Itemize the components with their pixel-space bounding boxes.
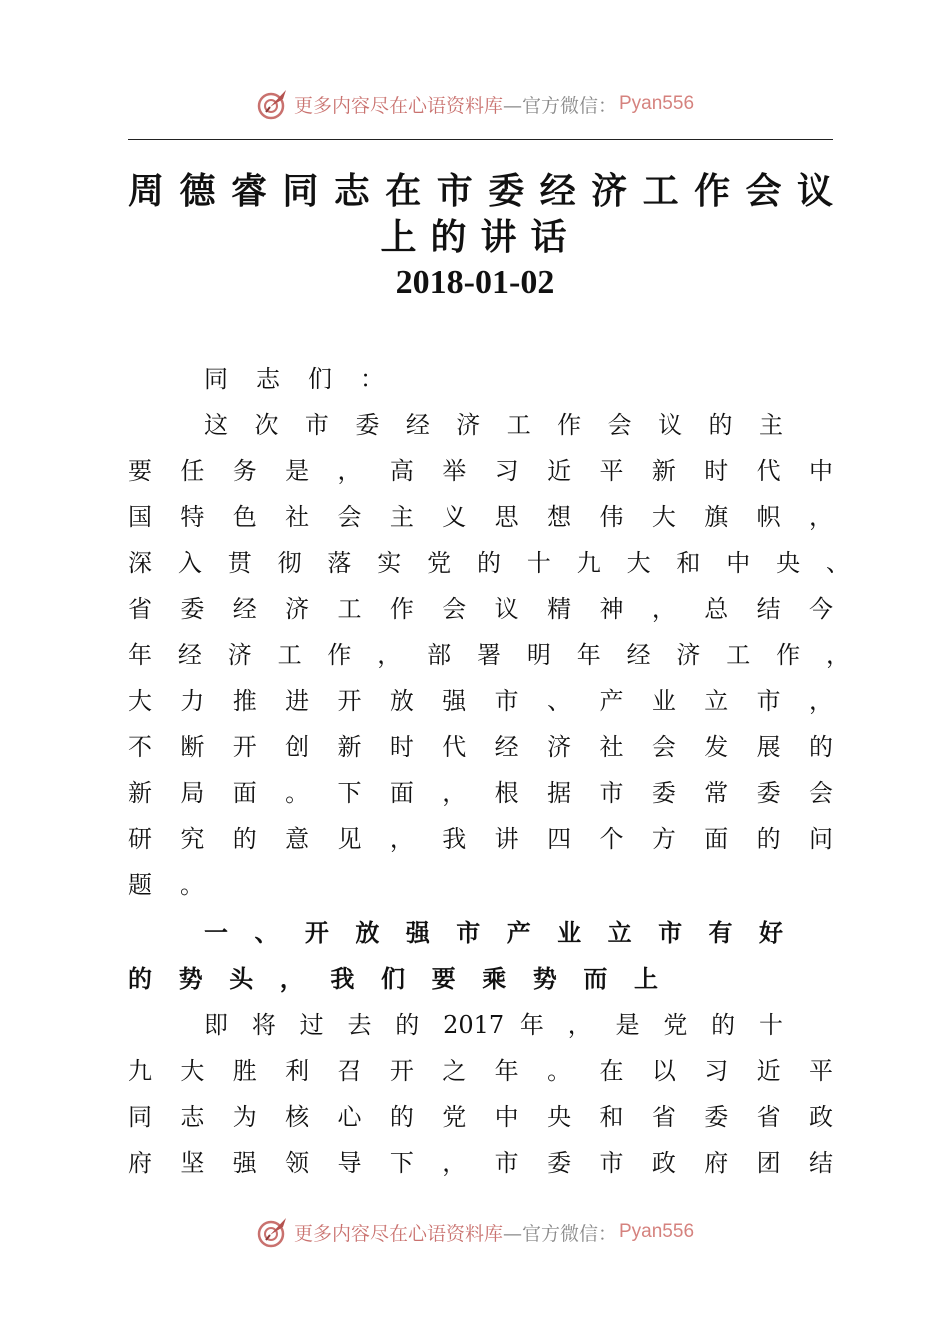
paragraph-line: 题。	[128, 871, 232, 899]
paragraph-line: 这 次 市 委 经 济 工 作 会 议 的 主	[204, 411, 783, 439]
paragraph-line: 研 究 的 意 见 ， 我 讲 四 个 方 面 的 问	[128, 825, 833, 853]
header-divider	[128, 139, 833, 140]
document-date: 2018-01-02	[395, 264, 555, 301]
paragraph-line: 即 将 过 去 的 2017 年 ， 是 党 的 十	[204, 1011, 783, 1039]
watermark-text: 更多内容尽在心语资料库	[293, 94, 503, 117]
paragraph-line: 要 任 务 是 ， 高 举 习 近 平 新 时 代 中	[128, 457, 833, 485]
document-title-line-2: 上的讲话	[380, 216, 581, 258]
watermark-wechat-id: Pyan556	[619, 1221, 695, 1242]
section-heading-line: 一 、 开 放 强 市 产 业 立 市 有 好	[204, 918, 783, 947]
paragraph-line: 九 大 胜 利 召 开 之 年 。 在 以 习 近 平	[128, 1057, 833, 1085]
paragraph-line: 府 坚 强 领 导 下 ， 市 委 市 政 府 团 结	[128, 1149, 833, 1177]
watermark-wechat-label: —官方微信：	[502, 94, 617, 117]
quill-logo-icon	[256, 87, 290, 121]
quill-logo-icon	[256, 1215, 290, 1249]
paragraph-line: 国 特 色 社 会 主 义 思 想 伟 大 旗 帜 ，	[128, 503, 833, 531]
document-title-line-1: 周 德 睿 同 志 在 市 委 经 济 工 作 会 议	[128, 170, 833, 212]
watermark-text: 更多内容尽在心语资料库	[293, 1222, 503, 1245]
watermark-header	[0, 84, 950, 124]
watermark-wechat-id: Pyan556	[619, 93, 695, 114]
paragraph-line: 省 委 经 济 工 作 会 议 精 神 ， 总 结 今	[128, 595, 833, 623]
paragraph-line: 大 力 推 进 开 放 强 市 、 产 业 立 市 ，	[128, 687, 833, 715]
paragraph-line: 同 志 为 核 心 的 党 中 央 和 省 委 省 政	[128, 1103, 833, 1131]
paragraph-line: 不 断 开 创 新 时 代 经 济 社 会 发 展 的	[128, 733, 833, 761]
watermark-footer	[0, 1212, 950, 1252]
paragraph-line: 深 入 贯 彻 落 实 党 的 十 九 大 和 中 央 、	[128, 549, 850, 577]
paragraph-line: 新 局 面 。 下 面 ， 根 据 市 委 常 委 会	[128, 779, 833, 807]
watermark-wechat-label: —官方微信：	[502, 1222, 617, 1245]
section-heading-line: 的 势 头 ， 我 们 要 乘 势 而 上	[128, 964, 658, 993]
paragraph-line: 年 经 济 工 作 ， 部 署 明 年 经 济 工 作 ，	[128, 641, 850, 669]
salutation: 同志们：	[204, 365, 412, 393]
